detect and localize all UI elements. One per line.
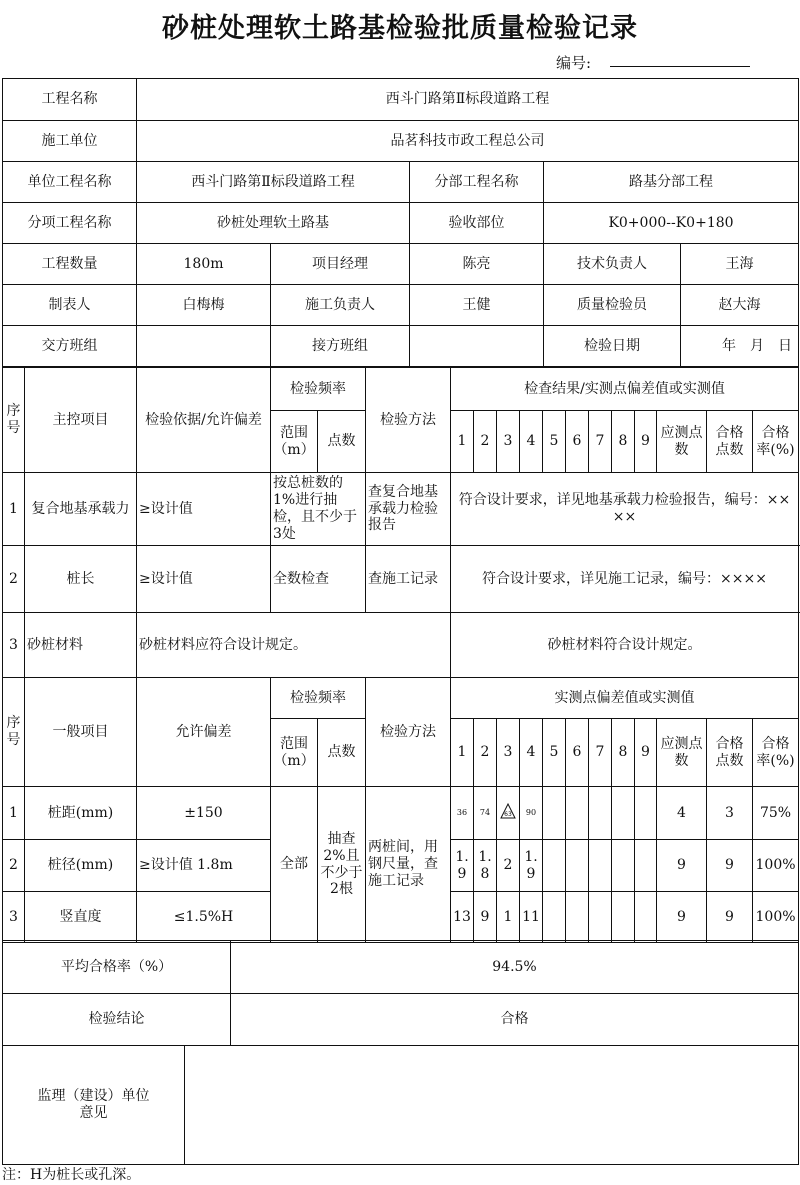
receive-value[interactable] xyxy=(410,326,544,367)
avg-rate-label: 平均合格率（%） xyxy=(3,941,231,994)
general-row-1-should: 4 xyxy=(657,787,707,840)
general-row-1-v5 xyxy=(543,787,566,840)
general-row-1-v8 xyxy=(612,787,635,840)
main-col-1: 1 xyxy=(451,411,474,473)
general-row-1-rate: 75% xyxy=(753,787,799,840)
general-range: 全部 xyxy=(271,787,318,943)
general-row-2-rate: 100% xyxy=(753,840,799,892)
main-col-9: 9 xyxy=(635,411,657,473)
conclusion-value: 合格 xyxy=(231,994,799,1046)
general-row-1-pass: 3 xyxy=(707,787,753,840)
code-label: 编号: xyxy=(556,54,592,72)
main-row-1-no: 1 xyxy=(3,473,25,546)
tech-lead-label: 技术负责人 xyxy=(544,244,681,285)
main-row-2-basis: ≥设计值 xyxy=(137,546,271,613)
general-row-3-v2: 9 xyxy=(474,892,497,943)
general-row-1-v3-triangle xyxy=(500,803,516,819)
tech-lead-value: 王海 xyxy=(681,244,799,285)
general-col-6: 6 xyxy=(566,719,589,787)
general-col-2: 2 xyxy=(474,719,497,787)
main-freq-header: 检验频率 xyxy=(271,368,366,411)
header-table xyxy=(2,78,799,367)
main-row-1-freq: 按总桩数的1%进行抽检，且不少于3处 xyxy=(271,473,366,546)
general-row-2-v8 xyxy=(612,840,635,892)
general-row-2-v5 xyxy=(543,840,566,892)
general-row-3-no: 3 xyxy=(3,892,25,943)
general-row-1-v3-text: 63 xyxy=(504,810,512,818)
tabulator-label: 制表人 xyxy=(3,285,137,326)
main-result-header: 检查结果/实测点偏差值或实测值 xyxy=(451,368,799,411)
general-range-header: 范围（m） xyxy=(271,719,318,787)
general-row-2-v7 xyxy=(589,840,612,892)
construction-unit-value: 品茗科技市政工程总公司 xyxy=(137,121,799,162)
general-row-3-rate: 100% xyxy=(753,892,799,943)
general-col-9: 9 xyxy=(635,719,657,787)
general-row-1-v2: 74 xyxy=(474,787,497,840)
general-row-3-should: 9 xyxy=(657,892,707,943)
main-col-6: 6 xyxy=(566,411,589,473)
general-row-1-allow: ±150 xyxy=(137,787,271,840)
avg-rate-value: 94.5% xyxy=(231,941,799,994)
main-rate-header: 合格率(%) xyxy=(753,411,799,473)
general-row-2-v6 xyxy=(566,840,589,892)
tabulator-value: 白梅梅 xyxy=(137,285,271,326)
general-row-2-v9 xyxy=(635,840,657,892)
division-value: 路基分部工程 xyxy=(544,162,799,203)
main-col-3: 3 xyxy=(497,411,520,473)
division-label: 分部工程名称 xyxy=(410,162,544,203)
footnote: 注：H为桩长或孔深。 xyxy=(2,1167,141,1183)
quantity-value: 180m xyxy=(137,244,271,285)
general-row-2-pass: 9 xyxy=(707,840,753,892)
general-row-3-v6 xyxy=(566,892,589,943)
date-label: 检验日期 xyxy=(544,326,681,367)
construction-lead-value: 王健 xyxy=(410,285,544,326)
general-row-1-v6 xyxy=(566,787,589,840)
general-row-2-v4: 1.9 xyxy=(520,840,543,892)
general-row-1-no: 1 xyxy=(3,787,25,840)
general-row-3-v7 xyxy=(589,892,612,943)
general-rate-header: 合格率(%) xyxy=(753,719,799,787)
construction-unit-label: 施工单位 xyxy=(3,121,137,162)
general-row-1-v3 xyxy=(497,787,520,840)
main-item-header: 主控项目 xyxy=(25,368,137,473)
general-row-3-pass: 9 xyxy=(707,892,753,943)
general-row-2-should: 9 xyxy=(657,840,707,892)
general-pass-header: 合格点数 xyxy=(707,719,753,787)
general-row-3-item: 竖直度 xyxy=(25,892,137,943)
conclusion-label: 检验结论 xyxy=(3,994,231,1046)
general-allow-header: 允许偏差 xyxy=(137,678,271,787)
general-result-header: 实测点偏差值或实测值 xyxy=(451,678,799,719)
general-row-1-v7 xyxy=(589,787,612,840)
construction-lead-label: 施工负责人 xyxy=(271,285,410,326)
handover-label: 交方班组 xyxy=(3,326,137,367)
main-method-header: 检验方法 xyxy=(366,368,451,473)
quantity-label: 工程数量 xyxy=(3,244,137,285)
qc-label: 质量检验员 xyxy=(544,285,681,326)
general-row-2-v3: 2 xyxy=(497,840,520,892)
summary-table xyxy=(2,940,799,1165)
general-points-header: 点数 xyxy=(318,719,366,787)
main-row-1-basis: ≥设计值 xyxy=(137,473,271,546)
main-seq-header: 序号 xyxy=(3,368,25,473)
general-col-7: 7 xyxy=(589,719,612,787)
general-col-1: 1 xyxy=(451,719,474,787)
inspection-table xyxy=(2,367,799,943)
main-basis-header: 检验依据/允许偏差 xyxy=(137,368,271,473)
main-range-header: 范围（m） xyxy=(271,411,318,473)
general-row-2-no: 2 xyxy=(3,840,25,892)
general-row-3-v9 xyxy=(635,892,657,943)
general-row-3-v4: 11 xyxy=(520,892,543,943)
general-method: 两桩间，用钢尺量，查施工记录 xyxy=(366,787,451,943)
main-should-header: 应测点数 xyxy=(657,411,707,473)
main-row-3-no: 3 xyxy=(3,613,25,678)
accept-part-label: 验收部位 xyxy=(410,203,544,244)
general-col-3: 3 xyxy=(497,719,520,787)
unit-project-value: 西斗门路第Ⅱ标段道路工程 xyxy=(137,162,410,203)
main-col-8: 8 xyxy=(612,411,635,473)
general-row-3-allow: ≤1.5%H xyxy=(137,892,271,943)
project-name-label: 工程名称 xyxy=(3,79,137,121)
page-title: 砂桩处理软土路基检验批质量检验记录 xyxy=(162,13,638,44)
general-method-header: 检验方法 xyxy=(366,678,451,787)
supervision-opinion[interactable] xyxy=(185,1046,799,1165)
general-row-1-v1: 36 xyxy=(451,787,474,840)
general-row-1-v9 xyxy=(635,787,657,840)
main-row-1-item: 复合地基承载力 xyxy=(25,473,137,546)
main-row-3-result: 砂桩材料符合设计规定。 xyxy=(451,613,799,678)
general-col-8: 8 xyxy=(612,719,635,787)
receive-label: 接方班组 xyxy=(271,326,410,367)
subitem-label: 分项工程名称 xyxy=(3,203,137,244)
main-row-2-result: 符合设计要求，详见施工记录，编号：×××× xyxy=(451,546,799,613)
main-row-2-freq: 全数检查 xyxy=(271,546,366,613)
general-row-3-v8 xyxy=(612,892,635,943)
main-col-2: 2 xyxy=(474,411,497,473)
main-row-2-method: 查施工记录 xyxy=(366,546,451,613)
main-row-3-item: 砂桩材料 xyxy=(25,613,137,678)
general-points: 抽查2%且不少于2根 xyxy=(318,787,366,943)
qc-value: 赵大海 xyxy=(681,285,799,326)
main-col-7: 7 xyxy=(589,411,612,473)
main-pass-header: 合格点数 xyxy=(707,411,753,473)
main-row-1-result: 符合设计要求，详见地基承载力检验报告，编号：×××× xyxy=(451,473,799,546)
main-row-2-item: 桩长 xyxy=(25,546,137,613)
general-row-1-item: 桩距(mm) xyxy=(25,787,137,840)
general-row-2-allow: ≥设计值 1.8m xyxy=(137,840,271,892)
main-row-3-basis: 砂桩材料应符合设计规定。 xyxy=(137,613,451,678)
general-col-5: 5 xyxy=(543,719,566,787)
general-should-header: 应测点数 xyxy=(657,719,707,787)
general-row-1-v4: 90 xyxy=(520,787,543,840)
date-value[interactable]: 年 月 日 xyxy=(681,326,799,367)
general-row-3-v5 xyxy=(543,892,566,943)
general-row-2-v1: 1.9 xyxy=(451,840,474,892)
general-freq-header: 检验频率 xyxy=(271,678,366,719)
code-field[interactable] xyxy=(610,66,750,67)
main-row-2-no: 2 xyxy=(3,546,25,613)
general-seq-header: 序号 xyxy=(3,678,25,787)
general-row-2-item: 桩径(mm) xyxy=(25,840,137,892)
accept-part-value: K0+000--K0+180 xyxy=(544,203,799,244)
general-row-3-v1: 13 xyxy=(451,892,474,943)
general-item-header: 一般项目 xyxy=(25,678,137,787)
general-row-2-v2: 1.8 xyxy=(474,840,497,892)
general-col-4: 4 xyxy=(520,719,543,787)
main-col-5: 5 xyxy=(543,411,566,473)
project-name-value: 西斗门路第Ⅱ标段道路工程 xyxy=(137,79,799,121)
handover-value[interactable] xyxy=(137,326,271,367)
main-row-1-method: 查复合地基承载力检验报告 xyxy=(366,473,451,546)
pm-value: 陈亮 xyxy=(410,244,544,285)
pm-label: 项目经理 xyxy=(271,244,410,285)
supervision-label: 监理（建设）单位意见 xyxy=(3,1046,185,1165)
general-row-3-v3: 1 xyxy=(497,892,520,943)
main-points-header: 点数 xyxy=(318,411,366,473)
unit-project-label: 单位工程名称 xyxy=(3,162,137,203)
subitem-value: 砂桩处理软土路基 xyxy=(137,203,410,244)
main-col-4: 4 xyxy=(520,411,543,473)
